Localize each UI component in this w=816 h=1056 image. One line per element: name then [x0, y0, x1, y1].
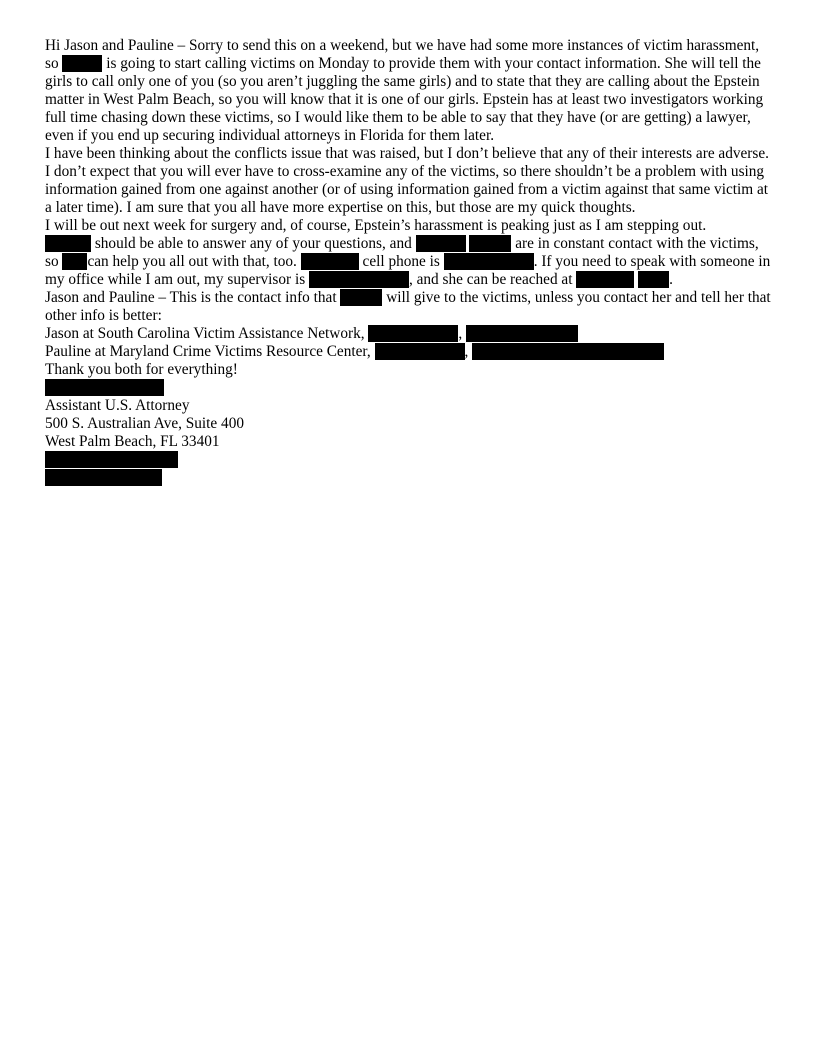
redaction-box — [45, 379, 164, 396]
text-segment: Jason at South Carolina Victim Assistance Network, — [45, 325, 369, 342]
text-segment: Pauline at Maryland Crime Victims Resource Center, — [45, 343, 375, 360]
text-segment: . — [669, 271, 673, 288]
redaction-box — [309, 271, 409, 288]
redaction-box — [368, 325, 458, 342]
redaction-box — [45, 235, 91, 252]
text-segment: , — [464, 343, 473, 360]
text-segment: , and she can be reached at — [408, 271, 577, 288]
redaction-box — [444, 253, 534, 270]
redaction-box — [576, 271, 634, 288]
text-segment: is going to start calling victims on Monday to provide them with your contact information. She will tell the girls to call only one of you (so you aren’t juggling the same girls) and to state that they are calling about the Epstein matter in West Palm Beach, so you will know that it is one of our girls. Epstein has at least two investigators working full time chasing down these victims, so I would like them to be able to say that they have (or are getting) a lawyer, even if you end up securing individual attorneys in Florida for them later. — [45, 55, 764, 144]
text-segment: are in constant contact with the victims, so — [45, 235, 759, 270]
redaction-box — [469, 235, 511, 252]
text-segment: should be able to answer any of your questions, and — [91, 235, 416, 252]
text-segment: Jason and Pauline – This is the contact info that — [45, 289, 341, 306]
text-segment: will give to the victims, unless you contact her and tell her that other info is better: — [45, 289, 771, 324]
thanks-line: Thank you both for everything! — [45, 361, 238, 378]
redaction-box — [62, 55, 102, 72]
redaction-box — [45, 451, 178, 468]
signature-title: Assistant U.S. Attorney — [45, 397, 190, 414]
paragraph-surgery — [45, 217, 773, 289]
signature-address-line-2: West Palm Beach, FL 33401 — [45, 433, 220, 450]
redaction-box — [301, 253, 359, 270]
email-body — [45, 37, 773, 486]
signature-block — [45, 397, 773, 486]
jason-contact-line — [45, 325, 773, 343]
paragraph-conflicts: I have been thinking about the conflicts issue that was raised, but I don’t believe that any of their interests are adverse. I don’t expect that you will ever have to cross-examine any of the victims, so there shouldn’t be a problem with using information gained from one against another (or of using information gained from a victim against that same victim at a later time). I am sure that you all have more expertise on this, but those are my quick thoughts. — [45, 145, 769, 216]
redaction-box — [466, 325, 578, 342]
redaction-box — [62, 253, 87, 270]
text-segment: can help you all out with that, too. — [87, 253, 301, 270]
redaction-box — [638, 271, 669, 288]
paragraph-victim-calls — [45, 37, 773, 145]
text-segment: . If you need to speak with someone in my office while I am out, my supervisor is — [45, 253, 771, 288]
text-segment: , — [458, 325, 467, 342]
redaction-box — [340, 289, 382, 306]
pauline-contact-line — [45, 343, 773, 361]
text-segment: cell phone is — [358, 253, 444, 270]
redaction-box — [472, 343, 664, 360]
text-segment: Hi Jason and Pauline – Sorry to send this on a weekend, but we have had some more instances of victim harassment, so — [45, 37, 760, 72]
redaction-box — [45, 469, 162, 486]
text-segment: I will be out next week for surgery and, of course, Epstein’s harassment is peaking just as I am stepping out. — [45, 217, 707, 234]
redaction-box — [416, 235, 466, 252]
paragraph-contact-info — [45, 289, 773, 325]
signature-address-line-1: 500 S. Australian Ave, Suite 400 — [45, 415, 244, 432]
redaction-box — [375, 343, 465, 360]
